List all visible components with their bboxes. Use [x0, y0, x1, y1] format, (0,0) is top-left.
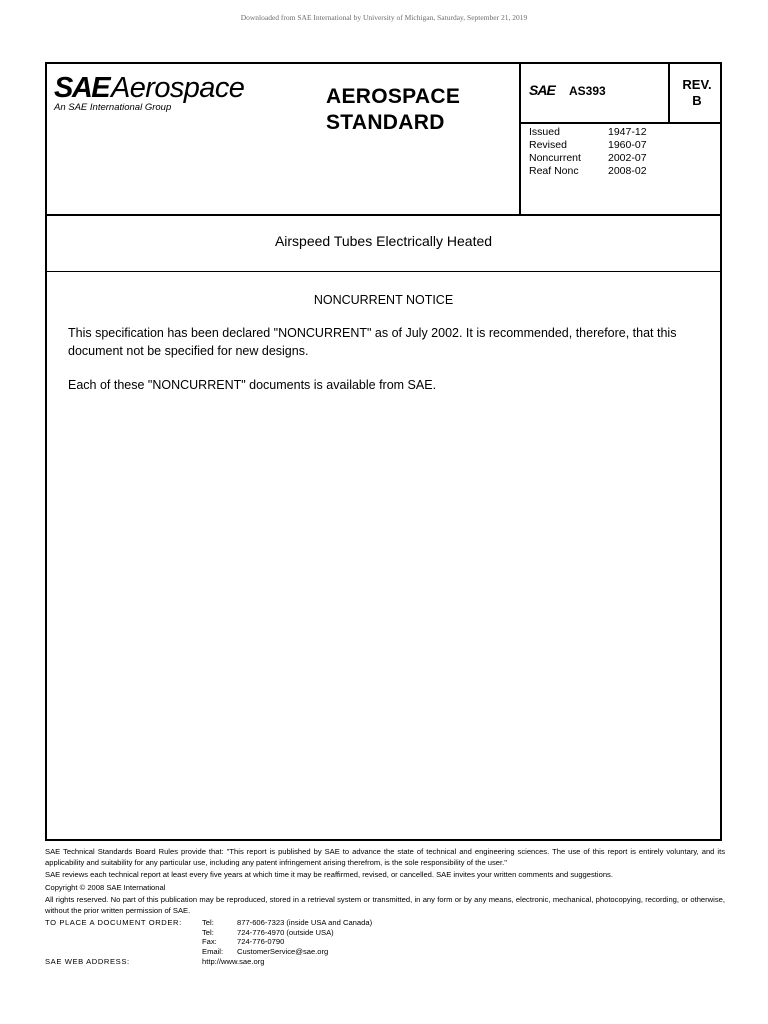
revision-box — [668, 64, 724, 122]
footer-review: SAE reviews each technical report at least every five years at which time it may be reaffirmed, revised, or cancelled. SAE invites your written comments and suggestions. — [45, 870, 613, 879]
date-value: 1947-12 — [608, 126, 647, 138]
date-row — [529, 152, 719, 165]
contact-key: Fax: — [202, 937, 217, 946]
date-label: Revised — [529, 139, 567, 151]
notice-paragraph: This specification has been declared "NONCURRENT" as of July 2002. It is recommended, therefore, that this document not be specified for new designs. — [68, 326, 677, 358]
logo-subtitle: An SAE International Group — [54, 102, 172, 113]
footer-rights: All rights reserved. No part of this publication may be reproduced, stored in a retrieval system or transmitted, in any form or by any means, electronic, mechanical, photocopying, recording, or otherwise, without the prior written permission of SAE. — [45, 895, 725, 915]
order-row — [45, 937, 725, 947]
title-area — [47, 214, 720, 272]
contact-value: 724-776-4970 (outside USA) — [237, 927, 334, 937]
notice-heading: NONCURRENT NOTICE — [313, 293, 454, 307]
web-label: SAE WEB ADDRESS: — [45, 957, 130, 966]
date-value: 2008-02 — [608, 165, 647, 177]
document-id-column — [519, 64, 722, 214]
sae-aerospace-logo — [54, 72, 264, 120]
web-address-row — [45, 957, 725, 967]
logo-sae-text: SAE — [54, 72, 110, 104]
revision-label: REV. — [682, 77, 712, 92]
date-row — [529, 139, 719, 152]
date-value: 1960-07 — [608, 139, 647, 151]
web-address-link[interactable]: http://www.sae.org — [202, 957, 265, 966]
order-row — [45, 918, 725, 928]
date-value: 2002-07 — [608, 152, 647, 164]
footer-rules: SAE Technical Standards Board Rules provide that: "This report is published by SAE to advance the state of technical and engineering sciences. The use of this report is entirely voluntary, and its applicability and suitability for any particular use, including any patent infringement arising therefrom, is the sole responsibility of the user." — [45, 847, 725, 867]
logo-aerospace-text: Aerospace — [111, 72, 245, 104]
contact-value: 724-776-0790 — [237, 937, 285, 946]
contact-value: 877-606-7323 (inside USA and Canada) — [237, 918, 373, 927]
sae-mark-icon: SAE — [529, 82, 555, 98]
date-label: Issued — [529, 126, 560, 138]
revision-value: B — [692, 93, 702, 108]
date-list — [529, 126, 719, 178]
order-contacts — [45, 918, 725, 967]
date-label: Reaf Nonc — [529, 165, 579, 177]
document-type-line2: STANDARD — [326, 111, 445, 134]
date-row — [529, 165, 719, 178]
notice-paragraph: Each of these "NONCURRENT" documents is available from SAE. — [68, 378, 437, 392]
date-row — [529, 126, 719, 139]
document-code: AS393 — [569, 84, 606, 98]
document-type — [326, 84, 460, 136]
document-code-box — [521, 64, 722, 124]
document-footer — [45, 847, 725, 967]
download-note: Downloaded from SAE International by University of Michigan, Saturday, September 21, 2019 — [240, 13, 528, 22]
document-header — [47, 64, 720, 216]
document-type-line1: AEROSPACE — [326, 85, 461, 108]
contact-email[interactable]: CustomerService@sae.org — [237, 946, 329, 956]
order-label: TO PLACE A DOCUMENT ORDER: — [45, 918, 182, 927]
contact-key: Email: — [202, 946, 224, 956]
footer-copyright: Copyright © 2008 SAE International — [45, 882, 166, 892]
date-label: Noncurrent — [529, 152, 581, 164]
document-frame — [45, 62, 722, 841]
order-row — [45, 947, 725, 957]
contact-key: Tel: — [202, 927, 214, 937]
order-row — [45, 928, 725, 938]
document-title: Airspeed Tubes Electrically Heated — [274, 233, 493, 249]
contact-key: Tel: — [202, 918, 214, 927]
